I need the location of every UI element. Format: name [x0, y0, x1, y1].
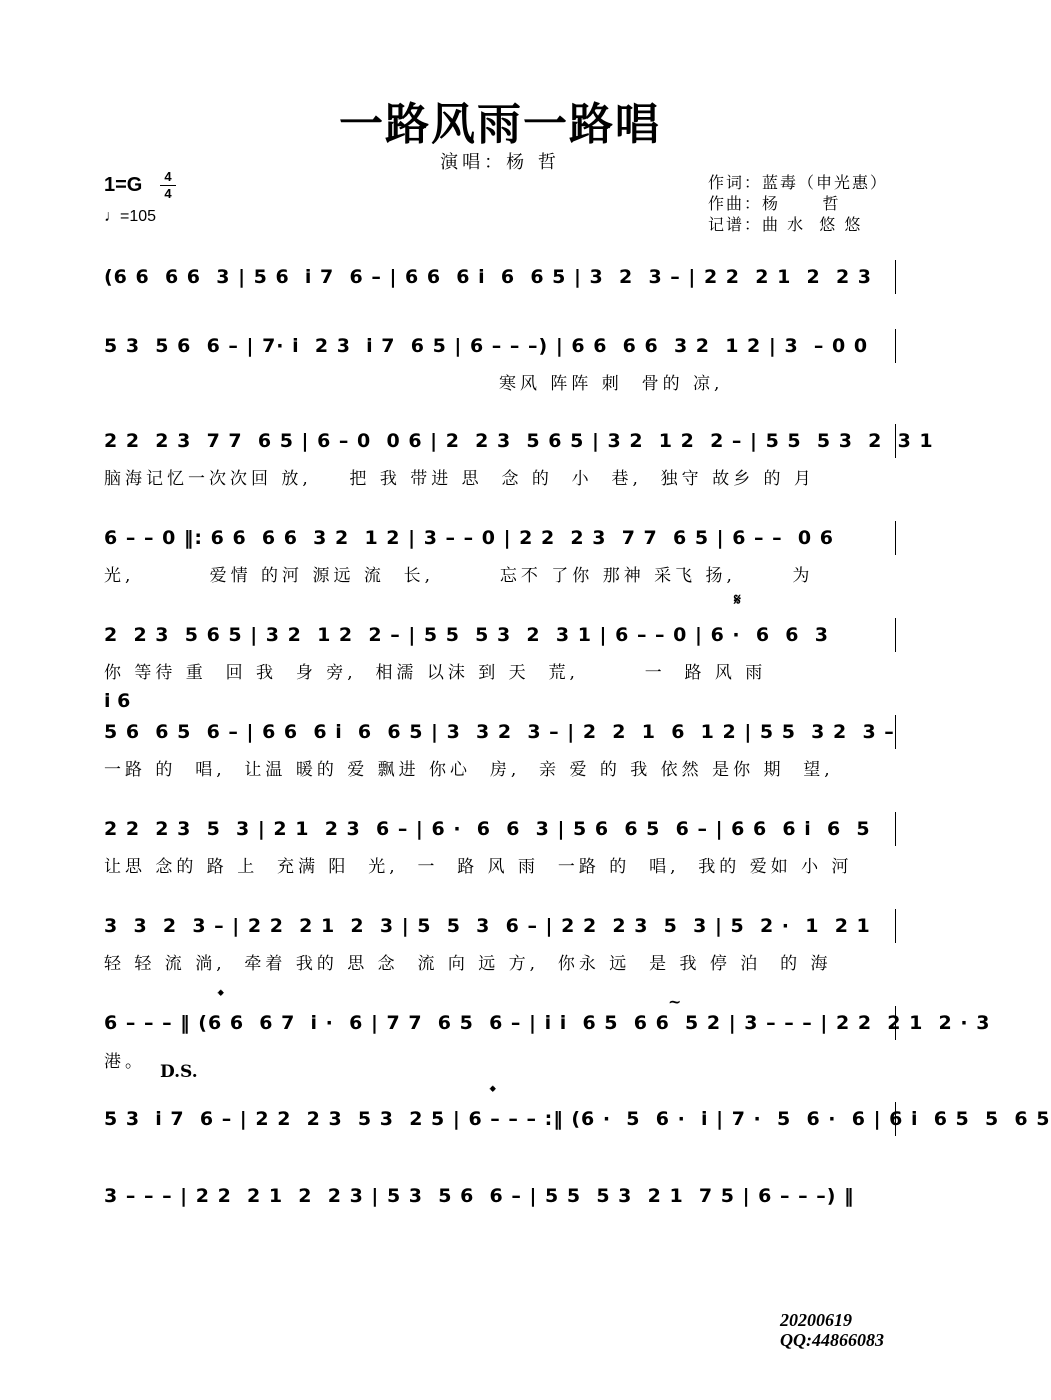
score-line-3: 2 2 2 3 7 7 6 5 | 6 – 0 0 6 | 2 2 3 5 6 5 | 3 2 1 2 2 – | 5 5 5 3 2 3 1	[104, 430, 934, 452]
song-title: 一路风雨一路唱	[339, 99, 661, 150]
score-line-11: 3 – – – | 2 2 2 1 2 2 3 | 5 3 5 6 6 – | 5 5 5 3 2 1 7 5 | 6 – – –) ‖	[104, 1185, 855, 1207]
lyric-line-5: 你 等待 重 回 我 身 旁, 相濡 以沫 到 天 荒, 一 路 风 雨	[104, 663, 767, 683]
score-line-6: 5 6 6 5 6 – | 6 6 6 i 6 6 5 | 3 3 2 3 – | 2 2 1 6 1 2 | 5 5 3 2 3 –	[104, 721, 895, 743]
lyric-line-10	[104, 1146, 896, 1170]
end-barline	[895, 812, 896, 846]
end-barline	[895, 909, 896, 943]
lyric-line-1	[104, 296, 896, 320]
end-barline	[895, 1102, 896, 1136]
lyric-line-8: 轻 轻 流 淌, 牵着 我的 思 念 流 向 远 方, 你永 远 是 我 停 泊 的 海	[104, 954, 832, 974]
score-line-8: 3 3 2 3 – | 2 2 2 1 2 3 | 5 5 3 6 – | 2 2 2 3 5 3 | 5 2 · 1 2 1	[104, 915, 871, 937]
score-line-5: 2 2 3 5 6 5 | 3 2 1 2 2 – | 5 5 5 3 2 3 1 | 6 – – 0 | 6 · 6 6 3	[104, 624, 829, 646]
time-signature-bottom: 4	[164, 186, 172, 201]
lyric-line-11	[104, 1222, 896, 1246]
coda-sign: 𝄌	[218, 986, 224, 1005]
tempo-marking: ♩=105	[104, 208, 157, 225]
score-line-4: 6 – – 0 ‖: 6 6 6 6 3 2 1 2 | 3 – – 0 | 2 2 2 3 7 7 6 5 | 6 – – 0 6	[104, 527, 834, 549]
lyric-line-2: 寒风 阵阵 刺 骨的 凉,	[104, 374, 724, 394]
score-line-2: 5 3 5 6 6 – | 7· i 2 3 i 7 6 5 | 6 – – –) | 6 6 6 6 3 2 1 2 | 3 – 0 0	[104, 335, 869, 357]
score-line-10: 5 3 i 7 6 – | 2 2 2 3 5 3 2 5 | 6 – – – :‖ (6 · 5 6 · i | 7 · 5 6 · 6 | 6 i 6 5 5 6 5	[104, 1108, 1051, 1130]
trill-mark: ~	[668, 992, 682, 1011]
lyric-line-3: 脑海记忆一次次回 放, 把 我 带进 思 念 的 小 巷, 独守 故乡 的 月	[104, 469, 815, 489]
end-barline	[895, 329, 896, 363]
footer-qq: QQ:44866083	[780, 1330, 884, 1350]
singer-credit: 演唱：杨 哲	[440, 152, 560, 173]
time-signature	[160, 170, 176, 201]
footer-date: 20200619	[780, 1310, 852, 1330]
end-barline	[895, 424, 896, 458]
ossia-notes: i 6	[104, 690, 131, 712]
end-barline	[895, 715, 896, 749]
lyric-line-7: 让思 念的 路 上 充满 阳 光, 一 路 风 雨 一路 的 唱, 我的 爱如 小 河	[104, 857, 853, 877]
end-barline	[895, 618, 896, 652]
key-signature: 1=G	[104, 174, 143, 196]
segno-sign: 𝄋	[734, 590, 741, 609]
lyric-line-9: 港。	[104, 1052, 146, 1072]
time-signature-top: 4	[164, 169, 172, 184]
lyric-line-4: 光, 爱情 的河 源远 流 长, 忘不 了你 那神 采飞 扬, 为	[104, 566, 814, 586]
end-barline	[895, 1006, 896, 1040]
end-barline	[895, 521, 896, 555]
coda-sign-2: 𝄌	[490, 1082, 496, 1101]
footer-info	[780, 1310, 884, 1350]
score-line-9: 6 – – – ‖ (6 6 6 7 i · 6 | 7 7 6 5 6 – | i i 6 5 6 6 5 2 | 3 – – – | 2 2 2 1 2 · 3	[104, 1012, 991, 1034]
score-line-7: 2 2 2 3 5 3 | 2 1 2 3 6 – | 6 · 6 6 3 | 5 6 6 5 6 – | 6 6 6 i 6 5	[104, 818, 871, 840]
lyric-line-6: 一路 的 唱, 让温 暖的 爱 飘进 你心 房, 亲 爱 的 我 依然 是你 期 望,	[104, 760, 834, 780]
composer-credits: 作词：蓝毒（申光惠） 作曲：杨 哲 记谱：曲 水 悠 悠	[708, 173, 889, 234]
score-line-1: (6 6 6 6 3 | 5 6 i 7 6 – | 6 6 6 i 6 6 5 | 3 2 3 – | 2 2 2 1 2 2 3	[104, 266, 873, 288]
dal-segno-mark: D.S.	[160, 1062, 198, 1082]
end-barline	[895, 260, 896, 294]
